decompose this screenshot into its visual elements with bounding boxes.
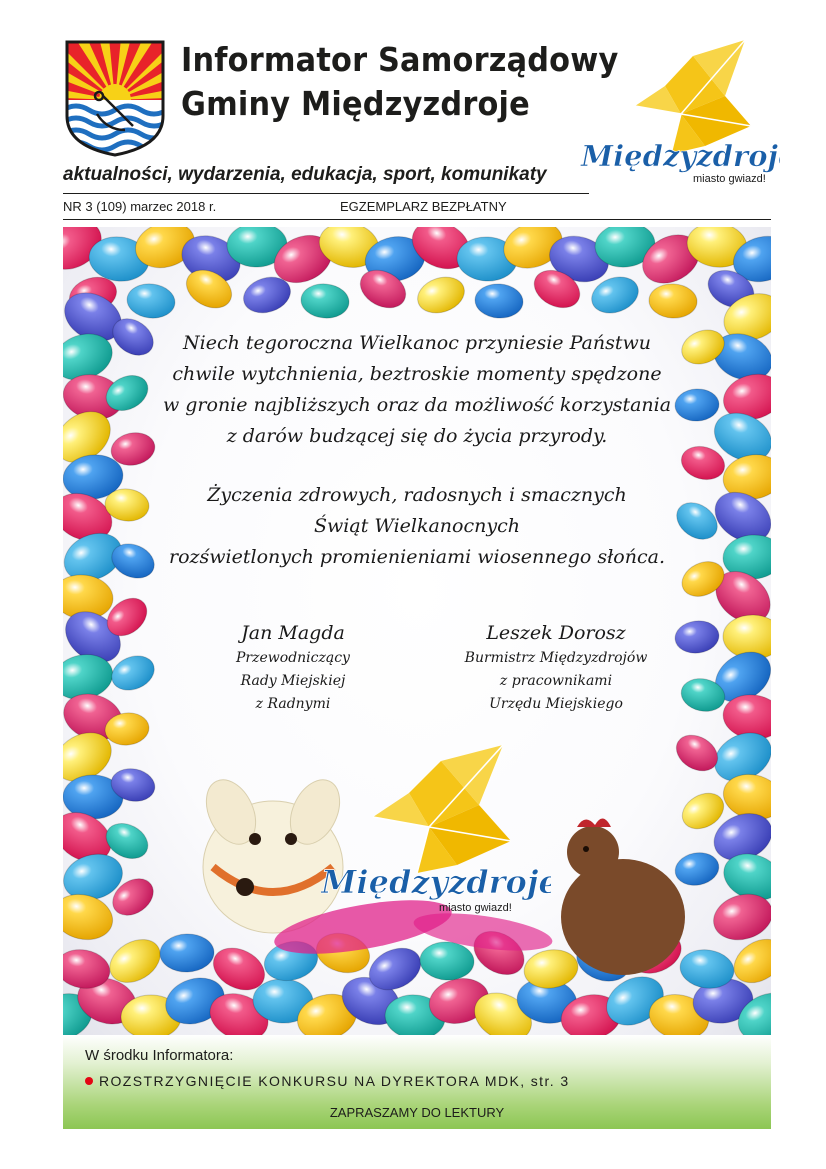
star-umbrella-icon — [373, 745, 511, 873]
easter-greeting-photo — [63, 227, 771, 1035]
easter-egg — [413, 271, 469, 319]
greeting-line: rozświetlonych promienieniami wiosennego słońca. — [169, 546, 665, 568]
greeting-line: chwile wytchnienia, beztroskie momenty spędzone — [172, 363, 662, 385]
signatory-role: z Radnymi — [255, 696, 331, 712]
contents-item-text: ROZSTRZYGNIĘCIE KONKURSU NA DYREKTORA MDK, str. 3 — [99, 1073, 570, 1089]
invite-text: ZAPRASZAMY DO LEKTURY — [329, 1105, 505, 1120]
publication-subtitle: aktualności, wydarzenia, edukacja, sport, komunikaty — [63, 164, 547, 185]
issue-number: NR 3 (109) marzec 2018 r. — [63, 199, 217, 214]
logo-tagline: miasto gwiazd! — [439, 902, 512, 914]
bullet-icon — [85, 1077, 93, 1085]
publication-title — [181, 38, 618, 126]
chocolate-hen — [561, 818, 685, 975]
miedzyzdroje-logo — [575, 36, 780, 186]
star-umbrella-icon — [635, 40, 751, 154]
signatory-role: Rady Miejskiej — [240, 673, 346, 689]
header-divider-bottom — [63, 219, 771, 220]
signatory-role: z pracownikami — [499, 673, 613, 689]
header-divider — [63, 193, 589, 194]
title-line-2: Gminy Międzyzdroje — [181, 84, 530, 123]
inside-label: W środku Informatora: — [85, 1047, 234, 1064]
contents-teaser — [63, 1035, 771, 1129]
easter-egg — [474, 282, 524, 319]
easter-egg — [125, 282, 176, 321]
miedzyzdroje-logo-center — [321, 743, 551, 923]
free-copy-note: EGZEMPLARZ BEZPŁATNY — [340, 199, 507, 214]
easter-egg — [300, 282, 351, 320]
greeting-line: Życzenia zdrowych, radosnych i smacznych — [207, 484, 627, 506]
easter-egg — [159, 933, 214, 973]
municipal-coat-of-arms — [63, 38, 167, 158]
greeting-line: Niech tegoroczna Wielkanoc przyniesie Państwu — [183, 332, 651, 354]
signatory-name: Leszek Dorosz — [486, 622, 626, 644]
signatory-role: Przewodniczący — [236, 650, 350, 666]
easter-egg — [648, 283, 698, 319]
logo-tagline: miasto gwiazd! — [693, 173, 766, 185]
signatory-name: Jan Magda — [241, 622, 345, 644]
signature-right — [431, 619, 681, 716]
easter-egg — [63, 888, 117, 945]
signatory-role: Burmistrz Międzyzdrojów — [464, 650, 648, 666]
title-line-1: Informator Samorządowy — [181, 40, 619, 79]
logo-wordmark: Międzyzdroje — [581, 139, 780, 173]
greeting-line: z darów budzącej się do życia przyrody. — [226, 425, 608, 447]
logo-wordmark: Międzyzdroje — [321, 863, 551, 901]
greeting-line: Świąt Wielkanocnych — [314, 515, 520, 537]
greeting-line: w gronie najbliższych oraz da możliwość korzystania — [162, 394, 672, 416]
signature-left — [183, 619, 403, 716]
easter-egg — [419, 941, 475, 982]
easter-egg — [672, 849, 721, 889]
contents-item — [85, 1073, 570, 1089]
greeting-paragraph-1 — [143, 328, 691, 452]
greeting-paragraph-2 — [143, 480, 691, 573]
signatory-role: Urzędu Miejskiego — [489, 696, 623, 712]
